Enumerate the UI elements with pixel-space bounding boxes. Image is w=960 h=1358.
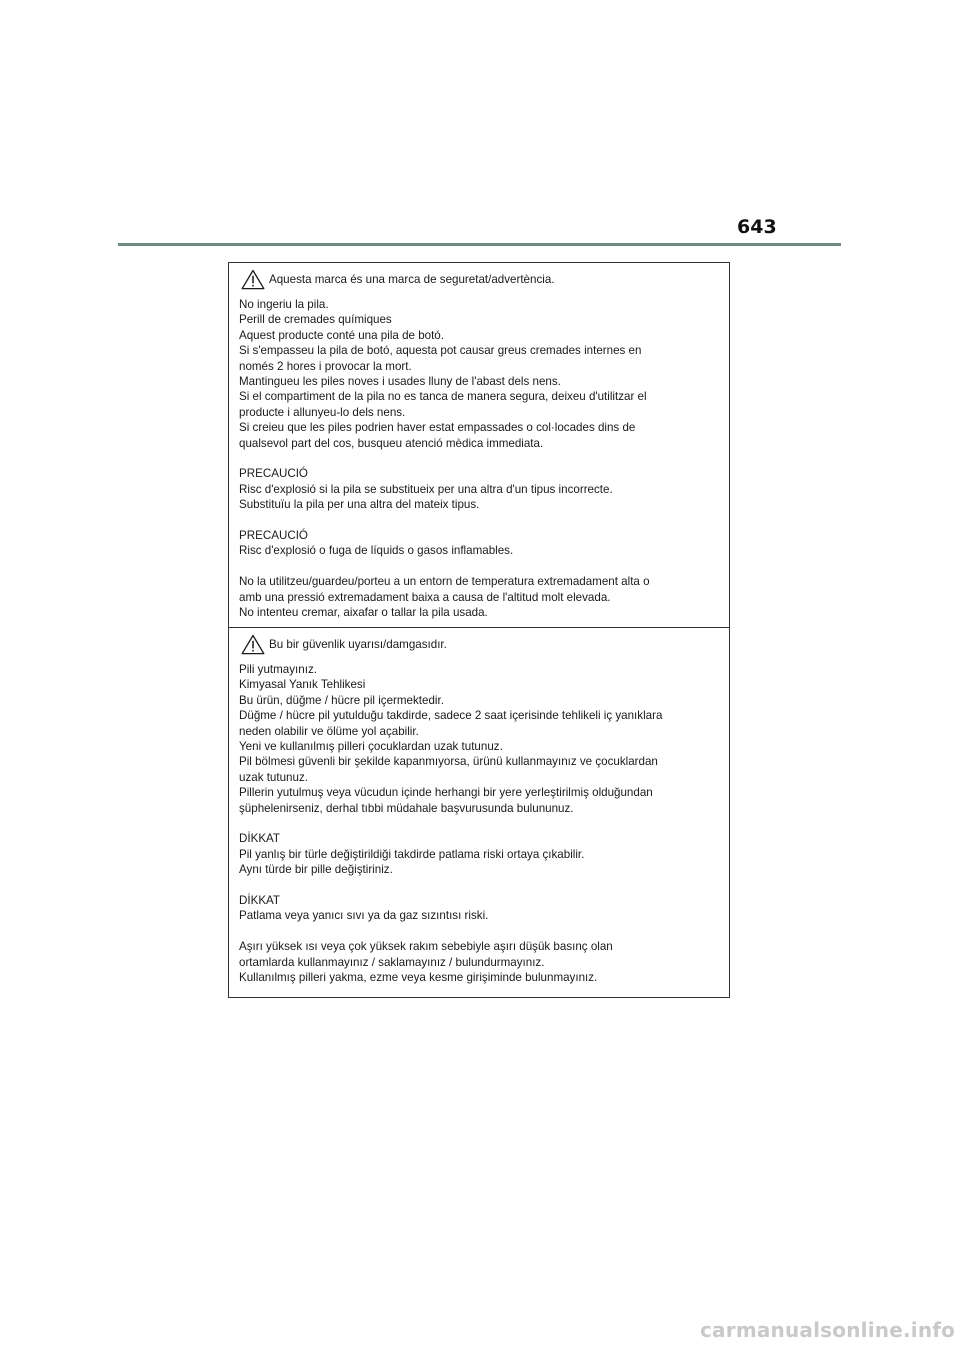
text-line: Substituïu la pila per una altra del mateix tipus. <box>239 498 480 512</box>
text-line: Si creieu que les piles podrien haver estat empassades o col·locades dins de <box>239 421 636 435</box>
text-line: Kimyasal Yanık Tehlikesi <box>239 678 366 692</box>
text-line: Kullanılmış pilleri yakma, ezme veya kesme girişiminde bulunmayınız. <box>239 971 598 985</box>
text-line: Pili yutmayınız. <box>239 663 317 676</box>
paragraph <box>239 939 719 985</box>
header-rule <box>118 243 841 246</box>
text-line: PRECAUCIÓ <box>239 467 308 481</box>
text-line: Aşırı yüksek ısı veya çok yüksek rakım sebebiyle aşırı düşük basınç olan <box>239 940 613 954</box>
warning-section-turkish <box>229 627 729 997</box>
text-line: Patlama veya yanıcı sıvı ya da gaz sızıntısı riski. <box>239 909 489 923</box>
battery-warning-box <box>228 262 730 998</box>
warning-mark-row <box>241 269 719 289</box>
text-line: Bu ürün, düğme / hücre pil içermektedir. <box>239 693 444 707</box>
site-watermark: carmanualsonline.info <box>700 1318 956 1342</box>
text-line: Si s'empasseu la pila de botó, aquesta pot causar greus cremades internes en <box>239 344 642 358</box>
text-line: No la utilitzeu/guardeu/porteu a un entorn de temperatura extremadament alta o <box>239 575 650 589</box>
warning-mark-text: Bu bir güvenlik uyarısı/damgasıdır. <box>269 637 447 651</box>
warning-section-catalan <box>229 263 729 627</box>
text-line: Perill de cremades químiques <box>239 313 392 327</box>
text-line: şüphelenirseniz, derhal tıbbi müdahale başvurusunda bulununuz. <box>239 801 574 815</box>
text-line: uzak tutunuz. <box>239 770 308 784</box>
warning-mark-row <box>241 634 719 654</box>
text-line: ortamlarda kullanmayınız / saklamayınız / bulundurmayınız. <box>239 955 545 969</box>
text-line: Aquest producte conté una pila de botó. <box>239 328 444 342</box>
paragraph <box>239 574 719 620</box>
text-line: Si el compartiment de la pila no es tanca de manera segura, deixeu d'utilitzar el <box>239 390 647 404</box>
text-line: només 2 hores i provocar la mort. <box>239 359 412 373</box>
text-line: amb una pressió extremadament baixa a causa de l'altitud molt elevada. <box>239 590 611 604</box>
paragraph <box>239 297 719 451</box>
catalan-paragraphs <box>239 297 719 620</box>
text-line: Aynı türde bir pille değiştiriniz. <box>239 863 393 877</box>
text-line: Pil bölmesi güvenli bir şekilde kapanmıyorsa, ürünü kullanmayınız ve çocuklardan <box>239 755 658 769</box>
warning-triangle-icon <box>241 634 265 655</box>
text-line: No intenteu cremar, aixafar o tallar la pila usada. <box>239 606 488 620</box>
text-line: DİKKAT <box>239 894 281 908</box>
text-line: Risc d'explosió o fuga de líquids o gasos inflamables. <box>239 544 514 558</box>
page-number: 643 <box>737 216 777 238</box>
turkish-paragraphs <box>239 662 719 985</box>
text-line: Pillerin yutulmuş veya vücudun içinde herhangi bir yere yerleştirilmiş olduğundan <box>239 786 653 800</box>
text-line: neden olabilir ve ölüme yol açabilir. <box>239 724 419 738</box>
paragraph <box>239 466 719 512</box>
text-line: producte i allunyeu-lo dels nens. <box>239 405 406 419</box>
paragraph <box>239 893 719 924</box>
text-line: Yeni ve kullanılmış pilleri çocuklardan uzak tutunuz. <box>239 740 503 754</box>
text-line: Risc d'explosió si la pila se substitueix per una altra d'un tipus incorrecte. <box>239 482 613 496</box>
warning-mark-text: Aquesta marca és una marca de seguretat/advertència. <box>269 272 555 286</box>
text-line: Düğme / hücre pil yutulduğu takdirde, sadece 2 saat içerisinde tehlikeli iç yanıklara <box>239 709 663 723</box>
text-line: PRECAUCIÓ <box>239 529 308 543</box>
paragraph <box>239 831 719 877</box>
text-line: Pil yanlış bir türle değiştirildiği takdirde patlama riski ortaya çıkabilir. <box>239 847 585 861</box>
warning-triangle-icon <box>241 269 265 290</box>
paragraph <box>239 662 719 816</box>
text-line: No ingeriu la pila. <box>239 298 329 311</box>
text-line: qualsevol part del cos, busqueu atenció mèdica immediata. <box>239 436 544 450</box>
text-line: Mantingueu les piles noves i usades lluny de l'abast dels nens. <box>239 375 561 389</box>
paragraph <box>239 528 719 559</box>
text-line: DİKKAT <box>239 832 281 846</box>
